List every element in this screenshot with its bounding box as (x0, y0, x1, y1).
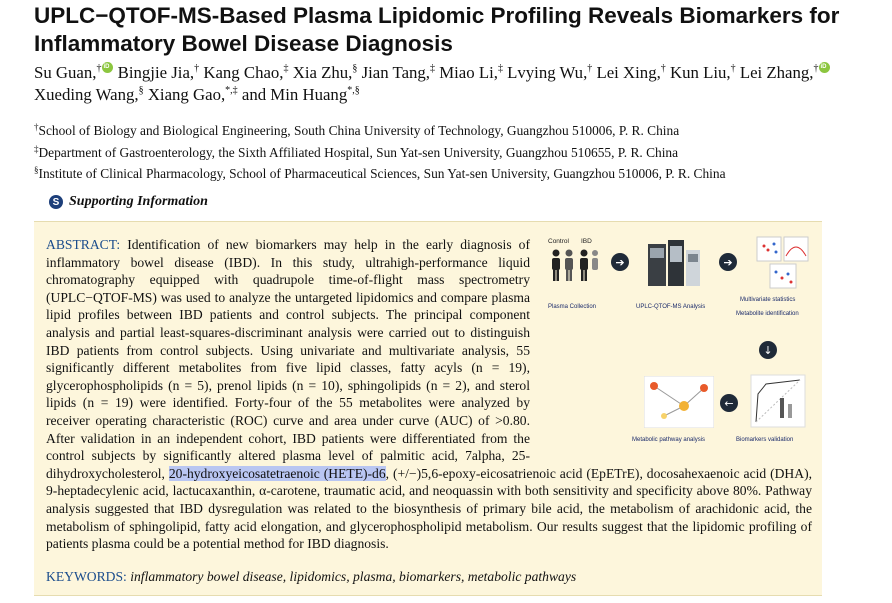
orcid-icon[interactable] (102, 62, 113, 73)
author-name[interactable]: Xueding Wang, (34, 85, 139, 104)
author-name[interactable]: Lei Xing, (596, 63, 661, 82)
abstract-body-end: , (+/−)5,6-epoxy-eicosatrienoic acid (EpETrE), docosahexaenoic acid (DHA), 9-heptadecylenic acid, lactucaxanthin, α-carotene, traumatic acid, and neoquassin with both sensitivity and specificity above 80%. Pathway analysis suggested that IBD dysregulation was related to the biosynthesis of primary bile acid, the metabolism of arachidonic acid, the metabolism of sphingolipid, fatty acid elongation, and glycerophospholipid metabolism. Our results suggest that the lipidomic profiling of patients plasma could be a potential method for IBD diagnosis. (46, 465, 812, 552)
pathway-analysis-caption: Metabolic pathway analysis (632, 437, 706, 443)
author-affiliation-mark: † (660, 63, 666, 74)
author-name[interactable]: Xia Zhu, (292, 63, 353, 82)
affiliation-text: School of Biology and Biological Engineering, South China University of Technology, Guangzhou 510006, P. R. China (38, 123, 680, 138)
author-affiliation-mark: ‡ (430, 63, 435, 74)
arrow-left-icon: ← (720, 394, 738, 412)
uplc-analysis-caption: UPLC-QTOF-MS Analysis (636, 304, 706, 310)
keywords (46, 568, 812, 585)
uplc-instrument-icon (648, 240, 700, 288)
multivariate-statistics-caption: Multivariate statistics (740, 297, 796, 303)
supporting-info-icon: S (49, 195, 63, 209)
arrow-down-icon: ↓ (759, 341, 777, 359)
arrow-right-icon: ➔ (719, 253, 737, 271)
author-affiliation-mark: † (96, 63, 102, 74)
author-name[interactable]: Bingjie Jia, (117, 63, 195, 82)
pathway-network-icon (644, 376, 714, 428)
author-name[interactable]: Lvying Wu, (507, 63, 588, 82)
highlighted-text[interactable]: 20-hydroxyeicosatetraenoic (HETE)-d6 (168, 465, 386, 481)
toc-graphic (544, 236, 814, 456)
keywords-label: KEYWORDS: (46, 569, 127, 584)
keywords-values: inflammatory bowel disease, lipidomics, plasma, biomarkers, metabolic pathways (130, 569, 577, 584)
author-name[interactable]: Lei Zhang, (739, 63, 814, 82)
affiliation-mark: † (34, 122, 39, 132)
author-affiliation-mark: ‡ (283, 63, 289, 74)
affiliation-mark: ‡ (34, 143, 39, 154)
affiliation-text: Institute of Clinical Pharmacology, School of Pharmaceutical Sciences, Sun Yat-sen University, Guangzhou 510006, P. R. China (38, 166, 726, 181)
author-affiliation-mark: ‡ (497, 63, 503, 74)
multivariate-plot-icon (756, 236, 810, 290)
control-label: Control (548, 238, 569, 245)
affiliation-line (34, 163, 884, 185)
author-affiliation-mark: † (730, 63, 736, 74)
author-affiliation-mark: § (352, 63, 358, 74)
affiliation-line (34, 120, 884, 142)
supporting-information-link[interactable] (49, 194, 208, 210)
abstract-label: ABSTRACT: (46, 237, 121, 252)
people-icon (548, 248, 598, 284)
author-name[interactable]: Kun Liu, (670, 63, 731, 82)
author-name[interactable]: and Min Huang (241, 85, 348, 104)
author-affiliation-mark: † (194, 63, 200, 74)
author-name[interactable]: Kang Chao, (203, 63, 284, 82)
author-name[interactable]: Xiang Gao, (147, 85, 226, 104)
author-affiliation-mark: § (138, 85, 144, 96)
author-name[interactable]: Su Guan, (34, 63, 97, 82)
biomarkers-validation-caption: Biomarkers validation (736, 437, 794, 443)
affiliation-list (34, 120, 884, 185)
affiliation-line (34, 142, 884, 164)
author-name[interactable]: Miao Li, (439, 63, 498, 82)
roc-curve-icon (750, 374, 806, 428)
affiliation-mark: § (34, 165, 39, 175)
article-title: UPLC−QTOF-MS-Based Plasma Lipidomic Profiling Reveals Biomarkers for Inflammatory Bowel Disease Diagnosis (34, 3, 840, 56)
author-affiliation-mark: *,§ (347, 85, 360, 96)
metabolite-identification-caption: Metabolite identification (736, 311, 799, 317)
abstract-body-start: Identification of new biomarkers may help in the early diagnosis of inflammatory bowel disease (IBD). In this study, ultrahigh-performance liquid chromatography equipped with quadrupole time-of-flight mass spectrometry (UPLC−QTOF-MS) was used to analyze the untargeted lipidomics and compare plasma lipid profiles between IBD patients and control subjects. The principal component analysis and partial least-squares-discriminant analysis were carried out to distinguish IBD patients from control subjects. Using univariate and multivariate analysis, 55 significantly different metabolites from five lipid classes, fatty acyls (n = 19), glycerophospholipids (n = 5), prenol lipids (n = 10), sphingolipids (n = 2), and sterol lipids (n = 19) were identified. Forty-four of the 55 metabolites were analyzed by receiver operating characteristic (ROC) curve and area under curve (AUC) of >0.80. After validation in an independent cohort, IBD patients were differentiated from the control subjects by significantly altered plasma level of palmitic acid, 7alpha, 25-dihydroxycholesterol, (46, 237, 531, 481)
ibd-label: IBD (581, 238, 592, 245)
arrow-right-icon: ➔ (611, 253, 629, 271)
author-affiliation-mark: † (813, 63, 819, 74)
orcid-icon[interactable] (819, 62, 830, 73)
author-name[interactable]: Jian Tang, (361, 63, 430, 82)
author-affiliation-mark: *,‡ (225, 85, 238, 96)
affiliation-text: Department of Gastroenterology, the Sixth Affiliated Hospital, Sun Yat-sen University, Guangzhou 510655, P. R. China (38, 144, 679, 160)
author-affiliation-mark: † (587, 63, 593, 74)
author-list (34, 62, 884, 106)
supporting-info-label: Supporting Information (69, 194, 208, 209)
plasma-collection-caption: Plasma Collection (548, 304, 597, 310)
